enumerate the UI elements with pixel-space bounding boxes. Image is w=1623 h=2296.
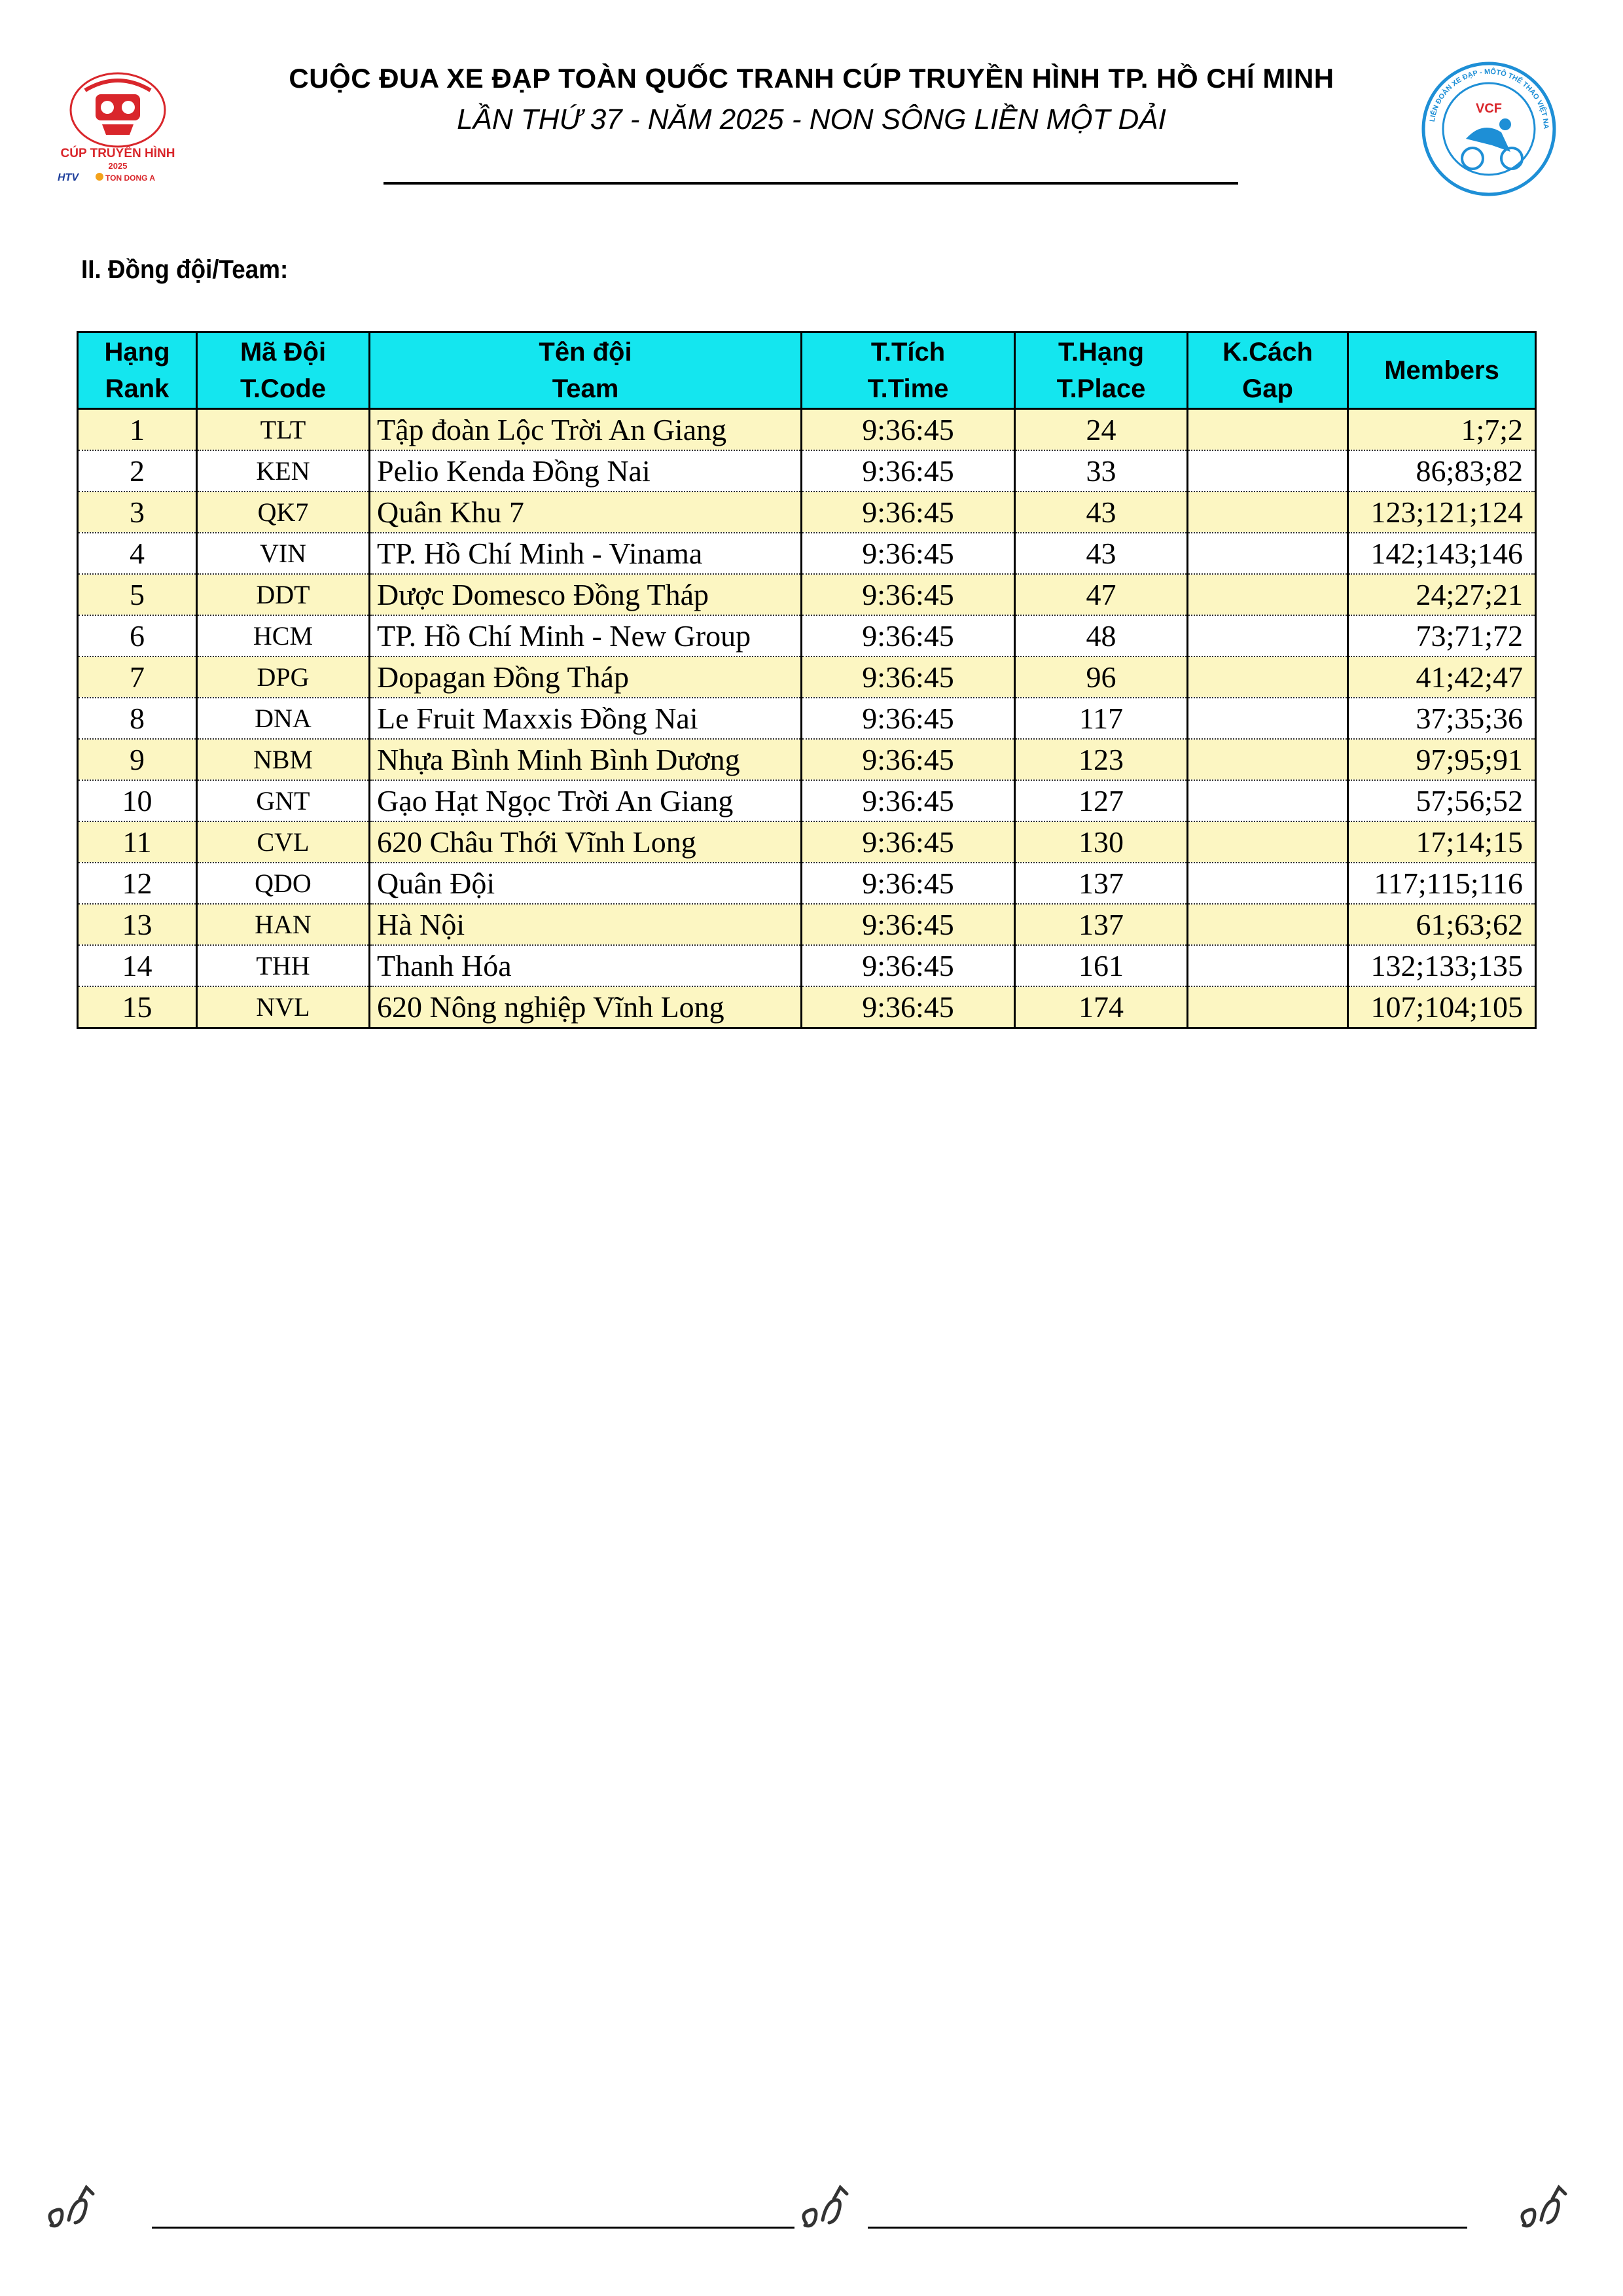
place-cell: 96 (1015, 656, 1188, 698)
time-cell: 9:36:45 (802, 450, 1015, 492)
table-row (78, 904, 1536, 945)
place-cell: 33 (1015, 450, 1188, 492)
time-cell: 9:36:45 (802, 986, 1015, 1028)
time-cell: 9:36:45 (802, 533, 1015, 574)
members-cell: 132;133;135 (1348, 945, 1536, 986)
members-cell: 37;35;36 (1348, 698, 1536, 739)
footer-line-right (868, 2227, 1467, 2229)
place-cell: 127 (1015, 780, 1188, 821)
code-cell: VIN (197, 533, 370, 574)
time-cell: 9:36:45 (802, 698, 1015, 739)
place-cell: 43 (1015, 533, 1188, 574)
table-row (78, 739, 1536, 780)
gap-cell (1188, 739, 1348, 780)
table-row (78, 656, 1536, 698)
place-cell: 123 (1015, 739, 1188, 780)
gap-cell (1188, 945, 1348, 986)
time-cell: 9:36:45 (802, 615, 1015, 656)
svg-text:LIÊN ĐOÀN XE ĐẠP - MÔTÔ THỂ TH: LIÊN ĐOÀN XE ĐẠP - MÔTÔ THỂ THAO VIỆT NA (1428, 67, 1550, 130)
members-cell: 41;42;47 (1348, 656, 1536, 698)
time-cell: 9:36:45 (802, 492, 1015, 533)
table-header-row (78, 332, 1536, 409)
gap-cell (1188, 780, 1348, 821)
table-row (78, 574, 1536, 615)
code-cell: HCM (197, 615, 370, 656)
members-cell: 123;121;124 (1348, 492, 1536, 533)
gap-cell (1188, 863, 1348, 904)
members-cell: 24;27;21 (1348, 574, 1536, 615)
team-cell: Dopagan Đồng Tháp (370, 656, 802, 698)
gap-cell (1188, 492, 1348, 533)
members-cell: 57;56;52 (1348, 780, 1536, 821)
time-cell: 9:36:45 (802, 904, 1015, 945)
svg-text:HTV: HTV (58, 172, 79, 182)
time-cell: 9:36:45 (802, 409, 1015, 451)
rank-cell: 8 (78, 698, 197, 739)
code-cell: DPG (197, 656, 370, 698)
vcf-logo (1420, 60, 1558, 198)
page-subtitle: LẦN THỨ 37 - NĂM 2025 - NON SÔNG LIỀN MỘT DẢI (457, 103, 1166, 135)
rank-cell: 6 (78, 615, 197, 656)
members-cell: 73;71;72 (1348, 615, 1536, 656)
time-cell: 9:36:45 (802, 739, 1015, 780)
gap-cell (1188, 409, 1348, 451)
rank-cell: 1 (78, 409, 197, 451)
svg-text:CÚP TRUYỀN HÌNH: CÚP TRUYỀN HÌNH (60, 147, 175, 160)
place-cell: 130 (1015, 821, 1188, 863)
code-cell: QK7 (197, 492, 370, 533)
col-header-time: T.Tích T.Time (802, 332, 1015, 409)
team-results-table (77, 331, 1537, 1029)
place-cell: 48 (1015, 615, 1188, 656)
table-row (78, 409, 1536, 451)
code-cell: GNT (197, 780, 370, 821)
rank-cell: 14 (78, 945, 197, 986)
gap-cell (1188, 904, 1348, 945)
members-cell: 107;104;105 (1348, 986, 1536, 1028)
table-row (78, 986, 1536, 1028)
team-cell: Thanh Hóa (370, 945, 802, 986)
rank-cell: 5 (78, 574, 197, 615)
time-cell: 9:36:45 (802, 656, 1015, 698)
members-cell: 97;95;91 (1348, 739, 1536, 780)
table-row (78, 821, 1536, 863)
table-row (78, 698, 1536, 739)
section-title: II. Đồng đội/Team: (81, 255, 289, 284)
rank-cell: 9 (78, 739, 197, 780)
code-cell: CVL (197, 821, 370, 863)
rank-cell: 7 (78, 656, 197, 698)
code-cell: DNA (197, 698, 370, 739)
rank-cell: 3 (78, 492, 197, 533)
svg-text:2025: 2025 (108, 161, 128, 171)
table-row (78, 533, 1536, 574)
code-cell: NVL (197, 986, 370, 1028)
cyclist-icon (1512, 2174, 1577, 2240)
gap-cell (1188, 533, 1348, 574)
col-header-rank: Hạng Rank (78, 332, 197, 409)
rank-cell: 12 (78, 863, 197, 904)
table-row (78, 615, 1536, 656)
team-cell: Tập đoàn Lộc Trời An Giang (370, 409, 802, 451)
col-header-place: T.Hạng T.Place (1015, 332, 1188, 409)
table-row (78, 492, 1536, 533)
place-cell: 24 (1015, 409, 1188, 451)
team-cell: Le Fruit Maxxis Đồng Nai (370, 698, 802, 739)
time-cell: 9:36:45 (802, 574, 1015, 615)
team-cell: TP. Hồ Chí Minh - New Group (370, 615, 802, 656)
members-cell: 86;83;82 (1348, 450, 1536, 492)
table-row (78, 945, 1536, 986)
time-cell: 9:36:45 (802, 945, 1015, 986)
time-cell: 9:36:45 (802, 780, 1015, 821)
gap-cell (1188, 450, 1348, 492)
code-cell: NBM (197, 739, 370, 780)
table-row (78, 863, 1536, 904)
code-cell: KEN (197, 450, 370, 492)
header-divider (383, 182, 1238, 185)
code-cell: HAN (197, 904, 370, 945)
team-cell: TP. Hồ Chí Minh - Vinama (370, 533, 802, 574)
code-cell: THH (197, 945, 370, 986)
svg-text:TON DONG A: TON DONG A (105, 173, 156, 182)
members-cell: 1;7;2 (1348, 409, 1536, 451)
gap-cell (1188, 615, 1348, 656)
rank-cell: 4 (78, 533, 197, 574)
code-cell: QDO (197, 863, 370, 904)
team-cell: Quân Khu 7 (370, 492, 802, 533)
gap-cell (1188, 656, 1348, 698)
place-cell: 161 (1015, 945, 1188, 986)
team-cell: Nhựa Bình Minh Bình Dương (370, 739, 802, 780)
place-cell: 174 (1015, 986, 1188, 1028)
members-cell: 17;14;15 (1348, 821, 1536, 863)
table-row (78, 450, 1536, 492)
table-row (78, 780, 1536, 821)
rank-cell: 2 (78, 450, 197, 492)
rank-cell: 13 (78, 904, 197, 945)
team-cell: 620 Châu Thới Vĩnh Long (370, 821, 802, 863)
gap-cell (1188, 574, 1348, 615)
gap-cell (1188, 821, 1348, 863)
col-header-gap: K.Cách Gap (1188, 332, 1348, 409)
place-cell: 47 (1015, 574, 1188, 615)
cyclist-icon (39, 2174, 105, 2240)
page-title: CUỘC ĐUA XE ĐẠP TOÀN QUỐC TRANH CÚP TRUYỀN HÌNH TP. HỒ CHÍ MINH (289, 63, 1334, 94)
code-cell: DDT (197, 574, 370, 615)
team-cell: Quân Đội (370, 863, 802, 904)
footer-line-left (152, 2227, 794, 2229)
place-cell: 137 (1015, 863, 1188, 904)
place-cell: 137 (1015, 904, 1188, 945)
gap-cell (1188, 986, 1348, 1028)
cyclist-icon (793, 2174, 859, 2240)
time-cell: 9:36:45 (802, 863, 1015, 904)
cup-logo (39, 64, 196, 182)
members-cell: 61;63;62 (1348, 904, 1536, 945)
team-cell: Dược Domesco Đồng Tháp (370, 574, 802, 615)
col-header-team: Tên đội Team (370, 332, 802, 409)
col-header-code: Mã Đội T.Code (197, 332, 370, 409)
members-cell: 117;115;116 (1348, 863, 1536, 904)
team-cell: Gạo Hạt Ngọc Trời An Giang (370, 780, 802, 821)
team-cell: Hà Nội (370, 904, 802, 945)
svg-text:VCF: VCF (1476, 101, 1502, 116)
rank-cell: 10 (78, 780, 197, 821)
gap-cell (1188, 698, 1348, 739)
rank-cell: 15 (78, 986, 197, 1028)
rank-cell: 11 (78, 821, 197, 863)
code-cell: TLT (197, 409, 370, 451)
team-cell: Pelio Kenda Đồng Nai (370, 450, 802, 492)
place-cell: 43 (1015, 492, 1188, 533)
members-cell: 142;143;146 (1348, 533, 1536, 574)
col-header-members: Members (1348, 332, 1536, 409)
place-cell: 117 (1015, 698, 1188, 739)
team-cell: 620 Nông nghiệp Vĩnh Long (370, 986, 802, 1028)
time-cell: 9:36:45 (802, 821, 1015, 863)
